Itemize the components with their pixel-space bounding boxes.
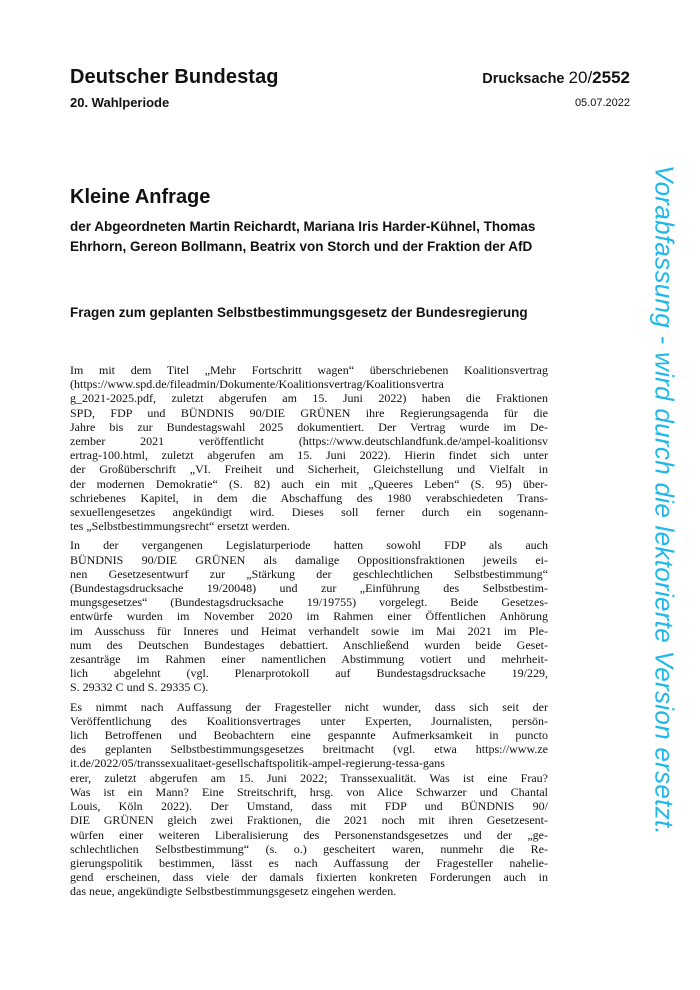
text-line: Jahre bis zur Bundestagswahl 2025 dokumentiert. Der Vertrag wurde im De- <box>70 419 548 434</box>
text-line: der modernen Demokratie“ (S. 82) auch ein mit „Queeres Leben“ (S. 95) über- <box>70 476 548 491</box>
text-line: gierungspolitik bestimmen, lässt es nach Auffassung der Fragesteller nahelie- <box>70 855 548 870</box>
text-line: BÜNDNIS 90/DIE GRÜNEN als damalige Oppositionsfraktionen jeweils ei- <box>70 552 548 567</box>
text-line: num des Deutschen Bundestages debattiert. Anschließend wurden beide Geset- <box>70 637 548 652</box>
text-line: im Ausschuss für Inneres und Heimat verhandelt sowie im Mai 2021 im Ple- <box>70 623 548 638</box>
text-line: Louis, Köln 2022). Der Umstand, dass mit FDP und BÜNDNIS 90/ <box>70 799 548 814</box>
wahlperiode: 20. Wahlperiode <box>70 95 170 110</box>
text-line: SPD, FDP und BÜNDNIS 90/DIE GRÜNEN ihre Regierungsagenda für die <box>70 405 548 420</box>
text-line: mungsgesetzes“ (Bundestagsdrucksache 19/19755) vorgelegt. Beide Gesetzes- <box>70 595 548 610</box>
drucksache-prefix: 20/ <box>568 68 593 87</box>
text-line: entwürfe wurden im November 2020 im Rahmen einer Öffentlichen Anhörung <box>70 609 548 624</box>
text-line: lich abgelehnt (vgl. Plenarprotokoll auf Bundestagsdrucksache 19/229, <box>70 666 548 681</box>
text-line: nen Gesetzesentwurf zur „Stärkung der geschlechtlichen Selbstbestimmung“ <box>70 566 548 581</box>
document-date: 05.07.2022 <box>574 97 630 109</box>
text-line: g_2021-2025.pdf, zuletzt abgerufen am 15. Juni 2022) haben die Fraktionen <box>70 391 548 406</box>
text-line: (Bundestagsdrucksache 19/20048) und zur „Einführung des Selbstbestim- <box>70 581 548 596</box>
document-type: Kleine Anfrage <box>70 186 211 208</box>
text-line: erer, zuletzt abgerufen am 15. Juni 2022; Transsexualität. Was ist eine Frau? <box>70 770 548 785</box>
text-line: DIE GRÜNEN gleich zwei Fraktionen, die 2021 noch mit ihren Gesetzesent- <box>70 813 548 828</box>
text-line: S. 29332 C und S. 29335 C). <box>70 680 209 695</box>
paragraph <box>70 538 548 694</box>
text-line: Im mit dem Titel „Mehr Fortschritt wagen“ überschriebenen Koalitionsvertrag <box>70 363 548 377</box>
text-line: ertrag-100.html, zuletzt abgerufen am 15. Juni 2022). Hierin findet sich unter <box>70 448 548 463</box>
subject-title: Fragen zum geplanten Selbstbestimmungsgesetz der Bundesregierung <box>70 305 528 320</box>
draft-watermark: Vorabfassung - wird durch die lektorierte Version ersetzt. <box>649 164 680 836</box>
drucksache-label: Drucksache <box>482 71 569 87</box>
text-line: des geplanten Selbstbestimmungsgesetzes breitmacht (vgl. etwa https://www.ze <box>70 742 548 757</box>
text-line: der Großüberschrift „VI. Freiheit und Sicherheit, Gleichstellung und Vielfalt in <box>70 462 548 477</box>
institution-title: Deutscher Bundestag <box>70 66 279 88</box>
text-line: schriebenes Kapitel, in dem die Abschaffung des 1980 verabschiedeten Trans- <box>70 490 548 505</box>
text-line: das neue, angekündigte Selbstbestimmungsgesetz eingehen werden. <box>70 884 397 899</box>
text-line: Veröffentlichung des Koalitionsvertrages unter Experten, Journalisten, persön- <box>70 713 548 728</box>
text-line: Es nimmt nach Auffassung der Fragesteller nicht wunder, dass sich seit der <box>70 699 548 714</box>
text-line: Was ist ein Mann? Eine Streitschrift, hrsg. von Alice Schwarzer und Chantal <box>70 784 548 799</box>
body-text <box>70 363 548 904</box>
paragraph <box>70 700 548 899</box>
text-line: zember 2021 veröffentlicht (https://www.deutschlandfunk.de/ampel-koalitionsv <box>70 434 548 449</box>
text-line: tes „Selbstbestimmungsrecht“ ersetzt werden. <box>70 519 290 534</box>
text-line: würfen einer weiteren Liberalisierung des Personenstandsgesetzes und der „ge- <box>70 827 548 842</box>
text-line: lich Betroffenen und Beobachtern eine gespannte Aufmerksamkeit in puncto <box>70 728 548 743</box>
drucksache-number <box>482 68 630 88</box>
text-line: zesanträge im Rahmen einer namentlichen Abstimmung votiert und mehrheit- <box>70 652 548 667</box>
text-line: sexuellengesetzes angekündigt wird. Dieses soll ferner durch ein sogenann- <box>70 505 548 520</box>
text-line: In der vergangenen Legislaturperiode hatten sowohl FDP als auch <box>70 538 548 553</box>
text-line: schlechtlichen Selbstbestimmung“ (s. o.) gescheitert waren, nunmehr die Re- <box>70 841 548 856</box>
drucksache-main-number: 2552 <box>592 68 630 87</box>
text-line: gend erscheinen, dass viele der damals fixierten konkreten Forderungen auch in <box>70 870 548 885</box>
text-line: (https://www.spd.de/fileadmin/Dokumente/Koalitionsvertrag/Koalitionsvertra <box>70 377 444 392</box>
authors: der Abgeordneten Martin Reichardt, Mariana Iris Harder-Kühnel, Thomas Ehrhorn, Gereon Bollmann, Beatrix von Storch und der Fraktion der AfD <box>70 219 536 254</box>
text-line: it.de/2022/05/transsexualitaet-gesellschaftspolitik-ampel-regierung-tessa-gans <box>70 756 445 771</box>
paragraph <box>70 363 548 533</box>
